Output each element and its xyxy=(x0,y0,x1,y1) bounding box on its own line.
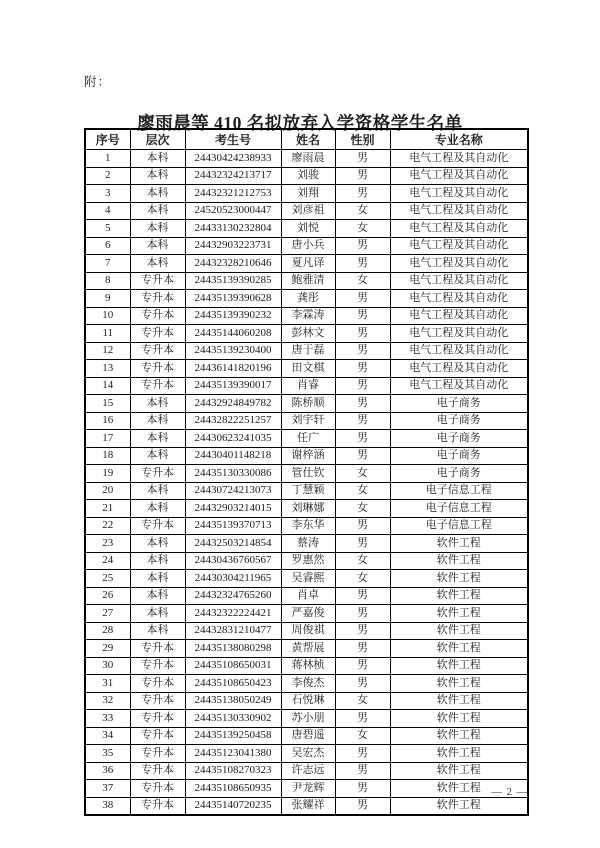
cell-exam-no: 24430724213073 xyxy=(185,482,281,500)
cell-level: 专升本 xyxy=(130,272,185,290)
table-row xyxy=(85,605,528,623)
cell-index: 31 xyxy=(85,675,130,693)
cell-level: 专升本 xyxy=(130,342,185,360)
cell-gender: 男 xyxy=(335,412,390,430)
cell-name: 唐小兵 xyxy=(281,237,335,255)
table-row xyxy=(85,272,528,290)
cell-major: 软件工程 xyxy=(390,780,528,798)
cell-name: 周俊祺 xyxy=(281,622,335,640)
cell-major: 软件工程 xyxy=(390,587,528,605)
cell-level: 专升本 xyxy=(130,797,185,815)
cell-name: 李东华 xyxy=(281,517,335,535)
cell-level: 专升本 xyxy=(130,710,185,728)
cell-name: 彭林文 xyxy=(281,325,335,343)
cell-index: 1 xyxy=(85,150,130,168)
cell-level: 本科 xyxy=(130,500,185,518)
cell-gender: 女 xyxy=(335,465,390,483)
cell-name: 夏凡译 xyxy=(281,255,335,273)
cell-level: 本科 xyxy=(130,220,185,238)
cell-gender: 男 xyxy=(335,307,390,325)
table-row xyxy=(85,745,528,763)
cell-major: 软件工程 xyxy=(390,797,528,815)
cell-level: 本科 xyxy=(130,237,185,255)
cell-major: 电气工程及其自动化 xyxy=(390,202,528,220)
table-row xyxy=(85,412,528,430)
cell-index: 21 xyxy=(85,500,130,518)
cell-exam-no: 24435130330902 xyxy=(185,710,281,728)
cell-index: 19 xyxy=(85,465,130,483)
cell-index: 13 xyxy=(85,360,130,378)
cell-level: 本科 xyxy=(130,570,185,588)
cell-exam-no: 24435108650031 xyxy=(185,657,281,675)
cell-index: 25 xyxy=(85,570,130,588)
cell-gender: 男 xyxy=(335,517,390,535)
cell-index: 22 xyxy=(85,517,130,535)
cell-name: 刘悦 xyxy=(281,220,335,238)
cell-major: 电气工程及其自动化 xyxy=(390,325,528,343)
cell-index: 11 xyxy=(85,325,130,343)
cell-major: 电子信息工程 xyxy=(390,500,528,518)
cell-name: 唐碧遥 xyxy=(281,727,335,745)
cell-major: 电气工程及其自动化 xyxy=(390,255,528,273)
cell-level: 本科 xyxy=(130,552,185,570)
cell-index: 32 xyxy=(85,692,130,710)
cell-level: 专升本 xyxy=(130,360,185,378)
cell-major: 软件工程 xyxy=(390,605,528,623)
table-row xyxy=(85,727,528,745)
table-body xyxy=(85,150,528,816)
table-row xyxy=(85,535,528,553)
cell-name: 田文棋 xyxy=(281,360,335,378)
cell-gender: 男 xyxy=(335,622,390,640)
cell-level: 本科 xyxy=(130,587,185,605)
table-row xyxy=(85,202,528,220)
table-row xyxy=(85,657,528,675)
cell-gender: 男 xyxy=(335,745,390,763)
cell-level: 本科 xyxy=(130,605,185,623)
cell-level: 本科 xyxy=(130,185,185,203)
cell-gender: 女 xyxy=(335,220,390,238)
cell-level: 本科 xyxy=(130,150,185,168)
attachment-label: 附： xyxy=(84,75,112,89)
cell-level: 专升本 xyxy=(130,307,185,325)
cell-index: 24 xyxy=(85,552,130,570)
cell-exam-no: 24432822251257 xyxy=(185,412,281,430)
cell-index: 37 xyxy=(85,780,130,798)
cell-major: 软件工程 xyxy=(390,622,528,640)
cell-name: 蒋林桢 xyxy=(281,657,335,675)
cell-index: 14 xyxy=(85,377,130,395)
cell-exam-no: 24433130232804 xyxy=(185,220,281,238)
column-header-major: 专业名称 xyxy=(390,129,528,150)
cell-gender: 男 xyxy=(335,255,390,273)
cell-index: 28 xyxy=(85,622,130,640)
cell-name: 罗惠然 xyxy=(281,552,335,570)
cell-name: 肖睿 xyxy=(281,377,335,395)
cell-exam-no: 24435139390628 xyxy=(185,290,281,308)
cell-exam-no: 24435139370713 xyxy=(185,517,281,535)
cell-gender: 男 xyxy=(335,640,390,658)
cell-major: 软件工程 xyxy=(390,745,528,763)
table-row xyxy=(85,360,528,378)
cell-name: 张耀祥 xyxy=(281,797,335,815)
cell-index: 10 xyxy=(85,307,130,325)
cell-index: 7 xyxy=(85,255,130,273)
table-row xyxy=(85,692,528,710)
cell-level: 专升本 xyxy=(130,692,185,710)
cell-name: 谢梓涵 xyxy=(281,447,335,465)
cell-exam-no: 24430424238933 xyxy=(185,150,281,168)
cell-gender: 女 xyxy=(335,272,390,290)
cell-major: 电子商务 xyxy=(390,465,528,483)
cell-exam-no: 24435139390232 xyxy=(185,307,281,325)
cell-name: 蔡涛 xyxy=(281,535,335,553)
cell-name: 刘彦祖 xyxy=(281,202,335,220)
cell-major: 软件工程 xyxy=(390,692,528,710)
table-row xyxy=(85,255,528,273)
cell-level: 本科 xyxy=(130,412,185,430)
table-row xyxy=(85,640,528,658)
cell-exam-no: 24435139390285 xyxy=(185,272,281,290)
table-row xyxy=(85,237,528,255)
cell-name: 尹龙辉 xyxy=(281,780,335,798)
cell-level: 本科 xyxy=(130,255,185,273)
student-list-table xyxy=(84,128,529,816)
cell-level: 本科 xyxy=(130,395,185,413)
cell-exam-no: 24435140720235 xyxy=(185,797,281,815)
cell-name: 许志远 xyxy=(281,762,335,780)
cell-exam-no: 24432322224421 xyxy=(185,605,281,623)
cell-level: 本科 xyxy=(130,482,185,500)
cell-exam-no: 24520523000447 xyxy=(185,202,281,220)
cell-gender: 男 xyxy=(335,430,390,448)
cell-major: 软件工程 xyxy=(390,535,528,553)
cell-level: 专升本 xyxy=(130,517,185,535)
cell-exam-no: 24435139390017 xyxy=(185,377,281,395)
cell-major: 电气工程及其自动化 xyxy=(390,150,528,168)
cell-index: 16 xyxy=(85,412,130,430)
cell-name: 严嘉俊 xyxy=(281,605,335,623)
table-row xyxy=(85,307,528,325)
cell-index: 29 xyxy=(85,640,130,658)
cell-name: 黄帮展 xyxy=(281,640,335,658)
cell-index: 30 xyxy=(85,657,130,675)
cell-major: 软件工程 xyxy=(390,552,528,570)
cell-major: 电气工程及其自动化 xyxy=(390,272,528,290)
table-row xyxy=(85,517,528,535)
cell-name: 管仕钦 xyxy=(281,465,335,483)
cell-major: 电气工程及其自动化 xyxy=(390,237,528,255)
cell-exam-no: 24435108650423 xyxy=(185,675,281,693)
cell-exam-no: 24432903223731 xyxy=(185,237,281,255)
cell-exam-no: 24435138080298 xyxy=(185,640,281,658)
cell-name: 石悦琳 xyxy=(281,692,335,710)
cell-major: 电子商务 xyxy=(390,430,528,448)
cell-name: 苏小朋 xyxy=(281,710,335,728)
cell-gender: 女 xyxy=(335,692,390,710)
table-row xyxy=(85,797,528,815)
cell-gender: 男 xyxy=(335,377,390,395)
cell-index: 2 xyxy=(85,167,130,185)
table-row xyxy=(85,325,528,343)
table-row xyxy=(85,675,528,693)
cell-index: 33 xyxy=(85,710,130,728)
cell-name: 刘翔 xyxy=(281,185,335,203)
column-header-index: 序号 xyxy=(85,129,130,150)
cell-exam-no: 24432924849782 xyxy=(185,395,281,413)
cell-major: 软件工程 xyxy=(390,727,528,745)
cell-index: 38 xyxy=(85,797,130,815)
cell-exam-no: 24435108270323 xyxy=(185,762,281,780)
table-row xyxy=(85,465,528,483)
table-row xyxy=(85,342,528,360)
table-row xyxy=(85,220,528,238)
cell-name: 肖卓 xyxy=(281,587,335,605)
cell-gender: 男 xyxy=(335,780,390,798)
cell-major: 电气工程及其自动化 xyxy=(390,290,528,308)
cell-exam-no: 24432503214854 xyxy=(185,535,281,553)
cell-level: 专升本 xyxy=(130,465,185,483)
column-header-level: 层次 xyxy=(130,129,185,150)
cell-gender: 男 xyxy=(335,762,390,780)
cell-index: 20 xyxy=(85,482,130,500)
table-header-row xyxy=(85,129,528,150)
cell-gender: 女 xyxy=(335,500,390,518)
cell-gender: 男 xyxy=(335,535,390,553)
cell-name: 刘骏 xyxy=(281,167,335,185)
cell-gender: 男 xyxy=(335,325,390,343)
cell-exam-no: 24432321212753 xyxy=(185,185,281,203)
cell-major: 电子商务 xyxy=(390,447,528,465)
cell-exam-no: 24430401148218 xyxy=(185,447,281,465)
cell-level: 专升本 xyxy=(130,325,185,343)
table-row xyxy=(85,185,528,203)
cell-major: 软件工程 xyxy=(390,570,528,588)
cell-index: 34 xyxy=(85,727,130,745)
table-row xyxy=(85,762,528,780)
cell-level: 本科 xyxy=(130,535,185,553)
cell-index: 9 xyxy=(85,290,130,308)
cell-gender: 男 xyxy=(335,342,390,360)
cell-gender: 男 xyxy=(335,167,390,185)
cell-index: 18 xyxy=(85,447,130,465)
table-row xyxy=(85,552,528,570)
cell-exam-no: 24430436760567 xyxy=(185,552,281,570)
cell-index: 4 xyxy=(85,202,130,220)
cell-major: 电气工程及其自动化 xyxy=(390,307,528,325)
cell-level: 本科 xyxy=(130,622,185,640)
cell-gender: 男 xyxy=(335,675,390,693)
cell-major: 软件工程 xyxy=(390,657,528,675)
page-title: 廖雨晨等 410 名拟放弃入学资格学生名单 xyxy=(137,112,463,133)
cell-name: 吴宏杰 xyxy=(281,745,335,763)
cell-exam-no: 24432328210646 xyxy=(185,255,281,273)
cell-name: 李霖涛 xyxy=(281,307,335,325)
cell-exam-no: 24436141820196 xyxy=(185,360,281,378)
cell-index: 12 xyxy=(85,342,130,360)
cell-exam-no: 24435139250458 xyxy=(185,727,281,745)
table-row xyxy=(85,167,528,185)
cell-index: 17 xyxy=(85,430,130,448)
cell-exam-no: 24435123041380 xyxy=(185,745,281,763)
cell-gender: 男 xyxy=(335,710,390,728)
cell-gender: 男 xyxy=(335,290,390,308)
cell-major: 电气工程及其自动化 xyxy=(390,342,528,360)
cell-name: 李俊杰 xyxy=(281,675,335,693)
cell-index: 5 xyxy=(85,220,130,238)
cell-level: 专升本 xyxy=(130,780,185,798)
cell-major: 电气工程及其自动化 xyxy=(390,185,528,203)
table-row xyxy=(85,447,528,465)
cell-exam-no: 24435144060208 xyxy=(185,325,281,343)
cell-index: 23 xyxy=(85,535,130,553)
cell-name: 唐于磊 xyxy=(281,342,335,360)
table-row xyxy=(85,570,528,588)
cell-level: 本科 xyxy=(130,167,185,185)
table-row xyxy=(85,780,528,798)
table-row xyxy=(85,395,528,413)
cell-name: 任广 xyxy=(281,430,335,448)
cell-level: 专升本 xyxy=(130,727,185,745)
cell-gender: 男 xyxy=(335,447,390,465)
cell-name: 鲍雅清 xyxy=(281,272,335,290)
cell-major: 电气工程及其自动化 xyxy=(390,360,528,378)
table-row xyxy=(85,587,528,605)
cell-index: 15 xyxy=(85,395,130,413)
cell-level: 专升本 xyxy=(130,745,185,763)
table-row xyxy=(85,150,528,168)
cell-level: 本科 xyxy=(130,447,185,465)
cell-gender: 男 xyxy=(335,605,390,623)
cell-exam-no: 24435108650935 xyxy=(185,780,281,798)
cell-major: 电气工程及其自动化 xyxy=(390,220,528,238)
cell-index: 3 xyxy=(85,185,130,203)
cell-exam-no: 24432324213717 xyxy=(185,167,281,185)
cell-gender: 男 xyxy=(335,185,390,203)
cell-name: 廖雨晨 xyxy=(281,150,335,168)
cell-level: 专升本 xyxy=(130,657,185,675)
cell-exam-no: 24435130330086 xyxy=(185,465,281,483)
table-row xyxy=(85,377,528,395)
cell-gender: 男 xyxy=(335,797,390,815)
cell-level: 专升本 xyxy=(130,640,185,658)
cell-name: 陈桥顺 xyxy=(281,395,335,413)
cell-gender: 男 xyxy=(335,237,390,255)
cell-exam-no: 24435138050249 xyxy=(185,692,281,710)
cell-index: 8 xyxy=(85,272,130,290)
cell-exam-no: 24430623241035 xyxy=(185,430,281,448)
cell-gender: 女 xyxy=(335,570,390,588)
cell-index: 6 xyxy=(85,237,130,255)
cell-name: 丁慧颖 xyxy=(281,482,335,500)
cell-major: 电气工程及其自动化 xyxy=(390,167,528,185)
cell-index: 27 xyxy=(85,605,130,623)
cell-name: 刘琳娜 xyxy=(281,500,335,518)
cell-level: 专升本 xyxy=(130,377,185,395)
cell-level: 专升本 xyxy=(130,290,185,308)
table-row xyxy=(85,500,528,518)
column-header-gender: 性别 xyxy=(335,129,390,150)
table-row xyxy=(85,622,528,640)
cell-major: 电子商务 xyxy=(390,395,528,413)
table-row xyxy=(85,290,528,308)
cell-major: 电子信息工程 xyxy=(390,482,528,500)
cell-gender: 男 xyxy=(335,657,390,675)
cell-name: 刘宇轩 xyxy=(281,412,335,430)
cell-major: 软件工程 xyxy=(390,675,528,693)
cell-index: 36 xyxy=(85,762,130,780)
cell-name: 吴睿熙 xyxy=(281,570,335,588)
cell-gender: 女 xyxy=(335,482,390,500)
table-row xyxy=(85,710,528,728)
cell-major: 软件工程 xyxy=(390,710,528,728)
cell-index: 35 xyxy=(85,745,130,763)
cell-major: 电子商务 xyxy=(390,412,528,430)
cell-index: 26 xyxy=(85,587,130,605)
cell-gender: 男 xyxy=(335,587,390,605)
cell-gender: 女 xyxy=(335,727,390,745)
cell-level: 本科 xyxy=(130,202,185,220)
table-row xyxy=(85,482,528,500)
cell-gender: 男 xyxy=(335,360,390,378)
cell-major: 软件工程 xyxy=(390,640,528,658)
table-row xyxy=(85,430,528,448)
cell-exam-no: 24432903214015 xyxy=(185,500,281,518)
cell-gender: 男 xyxy=(335,395,390,413)
cell-major: 电气工程及其自动化 xyxy=(390,377,528,395)
cell-exam-no: 24430304211965 xyxy=(185,570,281,588)
cell-exam-no: 24432324765260 xyxy=(185,587,281,605)
page-number: — 2 — xyxy=(491,787,528,798)
cell-exam-no: 24435139230400 xyxy=(185,342,281,360)
cell-level: 专升本 xyxy=(130,762,185,780)
cell-exam-no: 24432831210477 xyxy=(185,622,281,640)
cell-level: 本科 xyxy=(130,430,185,448)
cell-level: 专升本 xyxy=(130,675,185,693)
cell-major: 电子信息工程 xyxy=(390,517,528,535)
cell-major: 软件工程 xyxy=(390,762,528,780)
cell-name: 龚彤 xyxy=(281,290,335,308)
cell-gender: 女 xyxy=(335,202,390,220)
cell-gender: 男 xyxy=(335,150,390,168)
cell-gender: 女 xyxy=(335,552,390,570)
column-header-name: 姓名 xyxy=(281,129,335,150)
column-header-exam-no: 考生号 xyxy=(185,129,281,150)
